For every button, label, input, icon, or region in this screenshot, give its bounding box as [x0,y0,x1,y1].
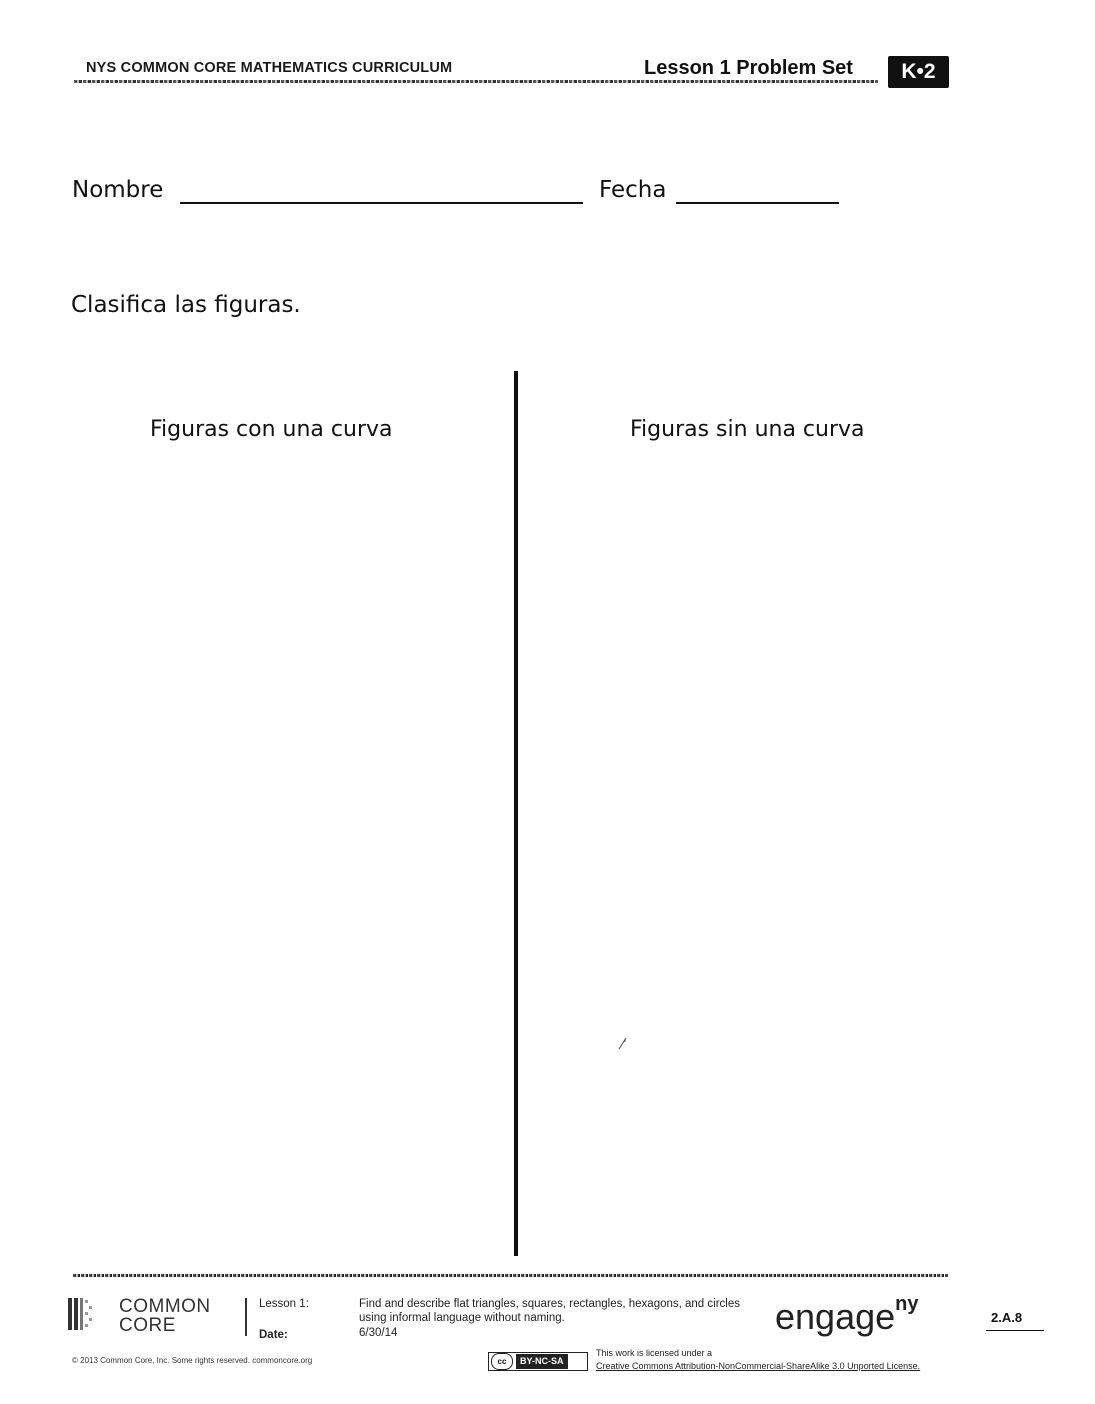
grade-module-badge: K•2 [888,56,949,88]
name-label: Nombre [72,177,164,203]
logo-word-common: COMMON [119,1296,211,1317]
footer-lesson-description: Find and describe flat triangles, squares, rectangles, hexagons, and circles using informal language without naming. [359,1298,740,1324]
cc-license-code: BY-NC-SA [516,1354,568,1369]
column-divider [514,371,518,1256]
engage-word: engage [775,1296,896,1337]
engageny-logo [775,1293,918,1338]
license-link[interactable]: Creative Commons Attribution-NonCommercial-ShareAlike 3.0 Unported License. [596,1361,921,1371]
date-field[interactable] [676,202,839,204]
footer-separator [245,1298,247,1336]
creative-commons-badge [488,1352,588,1371]
instruction-text: Clasifica las figuras. [71,292,301,318]
right-column-title: Figuras sin una curva [630,417,865,442]
lesson-title: Lesson 1 Problem Set [644,57,853,79]
curriculum-title: NYS COMMON CORE MATHEMATICS CURRICULUM [86,60,453,76]
ny-superscript: ny [895,1293,919,1315]
header-rule [74,80,878,83]
date-label: Fecha [599,177,667,203]
common-core-logo-icon [68,1298,98,1330]
left-column-title: Figuras con una curva [150,417,393,442]
footer-rule [73,1274,948,1277]
page-code: 2.A.8 [991,1310,1023,1325]
name-field[interactable] [180,202,583,204]
footer-date-value: 6/30/14 [359,1327,398,1339]
cc-icon: cc [491,1353,513,1370]
copyright-notice: © 2013 Common Core, Inc. Some rights reserved. commoncore.org [72,1356,313,1365]
license-intro: This work is licensed under a [596,1348,713,1358]
footer-date-label: Date: [259,1329,288,1341]
footer-lesson-label: Lesson 1: [259,1298,309,1310]
stray-mark [617,1037,627,1051]
logo-word-core: CORE [119,1315,176,1336]
page-code-underline [986,1330,1044,1331]
